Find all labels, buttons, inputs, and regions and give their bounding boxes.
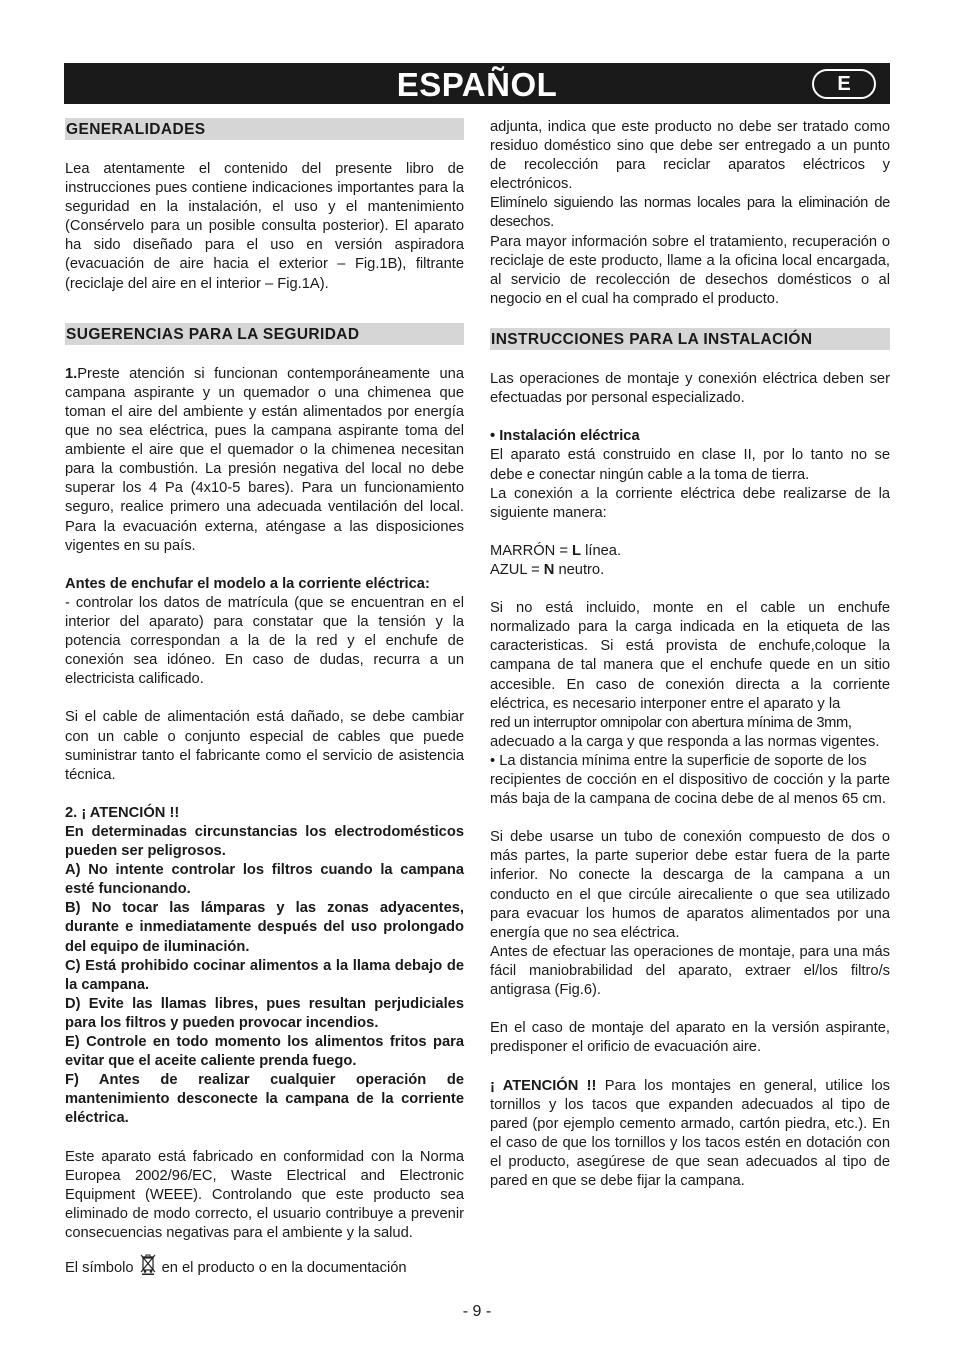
section-heading-seguridad: SUGERENCIAS PARA LA SEGURIDAD <box>65 323 464 345</box>
symbol-post-text: en el producto o en la documentación <box>161 1260 407 1277</box>
distance-paragraph-1: • La distancia mínima entre la superficie de soporte de los <box>490 752 867 769</box>
attention-item-a: A) No intente controlar los filtros cuando la campana esté funcionando. <box>65 862 464 898</box>
attention-install-text: Para los montajes en general, utilice los tornillos y los tacos que expanden adecuados al tipo de pared (por ejemplo cemento armado, cartón piedra, etc.). En el caso de que los tornillos y los tacos estén en dotación con el producto, asegúrese de que sean adecuados al tipo de pared en que se debe fijar la campana. <box>490 1077 891 1189</box>
electrical-heading: • Instalación eléctrica <box>490 428 640 445</box>
blue-key: N <box>543 561 555 578</box>
attention-item-d: D) Evite las llamas libres, pues resultan perjudiciales para los filtros y pueden provocar incendios. <box>65 995 464 1031</box>
brown-wire-line <box>490 542 890 561</box>
outlet-paragraph: En el caso de montaje del aparato en la versión aspirante, predisponer el orificio de evacuación aire. <box>490 1020 890 1056</box>
symbol-line <box>65 1253 464 1278</box>
attention-install-paragraph <box>490 1077 890 1192</box>
section-heading-instalacion: INSTRUCCIONES PARA LA INSTALACIÓN <box>490 328 890 350</box>
brown-label: MARRÓN = <box>490 542 568 559</box>
crossed-out-wheelie-bin-icon <box>140 1253 156 1275</box>
symbol-continuation: adjunta, indica que este producto no debe ser tratado como residuo doméstico sino que debe ser entregado a un punto de recolección para reciclar aparatos eléctricos y electrónicos. <box>490 119 890 193</box>
blue-wire-line <box>490 561 890 580</box>
language-badge: E <box>812 69 876 99</box>
title-banner <box>64 63 890 104</box>
attention-heading: 2. ¡ ATENCIÓN !! <box>65 804 180 821</box>
cable-paragraph: Si el cable de alimentación está dañado, se debe cambiar con un cable o conjunto especial de cables que puede suministrar tanto el fabricante como el servicio de asistencia técnica. <box>65 709 464 783</box>
info-paragraph: Para mayor información sobre el tratamiento, recuperación o reciclaje de este producto, llame a la oficina local encargada, al servicio de recolección de desechos domésticos o al negocio en el cual ha comprado el producto. <box>490 233 890 307</box>
safety-item-text: Preste atención si funcionan contemporáneamente una campana aspirante y un quemador o una chimenea que toman el aire del ambiente y están alimentados por energía que no sea eléctrica, pues la campana aspirante toma del ambiente el aire que el quemador o la chimenea necesitan para la combustión. La presión negativa del local no debe superar los 4 Pa (4x10-5 bares). Para un funcionamiento seguro, realice primero una adecuada ventilación del local. Para la evacuación externa, aténgase a las disposiciones vigentes en su país. <box>65 365 464 554</box>
right-column <box>490 118 890 1191</box>
blue-label: AZUL = <box>490 561 540 578</box>
plug-install-paragraph-1: Si no está incluido, monte en el cable un enchufe normalizado para la carga indicada en la etiqueta de las caracteristicas. Si está provista de enchufe,coloque la campana de tal manera que el enchufe quede en un sitio accesible. En caso de conexión directa a la corriente eléctrica, es necesario interponer entre el aparato y la <box>490 600 890 712</box>
brown-key: L <box>572 542 582 559</box>
attention-item-e: E) Controle en todo momento los alimentos fritos para evitar que el aceite caliente prenda fuego. <box>65 1034 464 1070</box>
blue-desc: neutro. <box>558 561 605 578</box>
symbol-pre-text: El símbolo <box>65 1260 134 1277</box>
plug-install-paragraph-2: red un interruptor omnipolar con abertura mínima de 3mm, <box>490 714 852 731</box>
attention-install-label: ¡ ATENCIÓN !! <box>490 1077 597 1094</box>
electrical-paragraph-2: La conexión a la corriente eléctrica debe realizarse de la siguiente manera: <box>490 485 890 521</box>
dispose-paragraph: Elimínelo siguiendo las normas locales para la eliminación de desechos. <box>490 195 890 231</box>
left-column <box>65 118 464 1278</box>
safety-paragraph-1 <box>65 365 464 556</box>
install-intro: Las operaciones de montaje y conexión eléctrica deben ser efectuadas por personal especializado. <box>490 371 890 407</box>
electrical-paragraph-1: El aparato está construido en clase II, por lo tanto no se debe e conectar ningún cable a la toma de tierra. <box>490 447 890 483</box>
section-heading-generalidades: GENERALIDADES <box>65 118 464 140</box>
weee-paragraph: Este aparato está fabricado en conformidad con la Norma Europea 2002/96/EC, Waste Electrical and Electronic Equipment (WEEE). Controlando que este producto sea eliminado de modo correcto, el usuario contribuye a prevenir consecuencias negativas para el ambiente y la salud. <box>65 1148 464 1241</box>
plug-install-paragraph-3: adecuado a la carga y que responda a las normas vigentes. <box>490 733 880 750</box>
tube-paragraph: Si debe usarse un tubo de conexión compuesto de dos o más partes, la parte superior debe estar fuera de la parte inferior. No conecte la descarga de la campana a un conducto en el que circúle airecaliente o que sea utilizado para evacuar los humos de aparatos alimentados por una energía que no sea eléctrica. <box>490 829 890 941</box>
filter-paragraph: Antes de efectuar las operaciones de montaje, para una más fácil maniobrabilidad del aparato, extraer el/los filtro/s antigrasa (Fig.6). <box>490 943 890 999</box>
page-number: - 9 - <box>462 1303 492 1320</box>
attention-item-c: C) Está prohibido cocinar alimentos a la llama debajo de la campana. <box>65 957 464 993</box>
plug-heading: Antes de enchufar el modelo a la corriente eléctrica: <box>65 575 430 592</box>
general-paragraph: Lea atentamente el contenido del presente libro de instrucciones pues contiene indicaciones importantes para la seguridad en la instalación, el uso y el mantenimiento (Consérvelo para un posible consulta posterior). El aparato ha sido diseñado para el uso en versión aspiradora (evacuación de aire hacia el exterior – Fig.1B), filtrante (reciclaje del aire en el interior – Fig.1A). <box>65 161 464 292</box>
page-title: ESPAÑOL <box>396 66 558 103</box>
distance-paragraph-2: recipientes de cocción en el dispositivo de cocción y la parte más baja de la campana de cocina debe de al menos 65 cm. <box>490 772 890 808</box>
attention-intro: En determinadas circunstancias los electrodomésticos pueden ser peligrosos. <box>65 824 464 860</box>
safety-item-number: 1. <box>65 365 78 382</box>
brown-desc: línea. <box>585 542 622 559</box>
plug-paragraph: - controlar los datos de matrícula (que se encuentran en el interior del aparato) para constatar que la tensión y la potencia correspondan a la de la red y el enchufe de conexión sea idóneo. En caso de dudas, recurra a un electricista calificado. <box>65 594 464 688</box>
attention-item-f: F) Antes de realizar cualquier operación de mantenimiento desconecte la campana de la corriente eléctrica. <box>65 1072 464 1127</box>
attention-item-b: B) No tocar las lámparas y las zonas adyacentes, durante e inmediatamente después del uso prolongado del equipo de iluminación. <box>65 900 464 955</box>
